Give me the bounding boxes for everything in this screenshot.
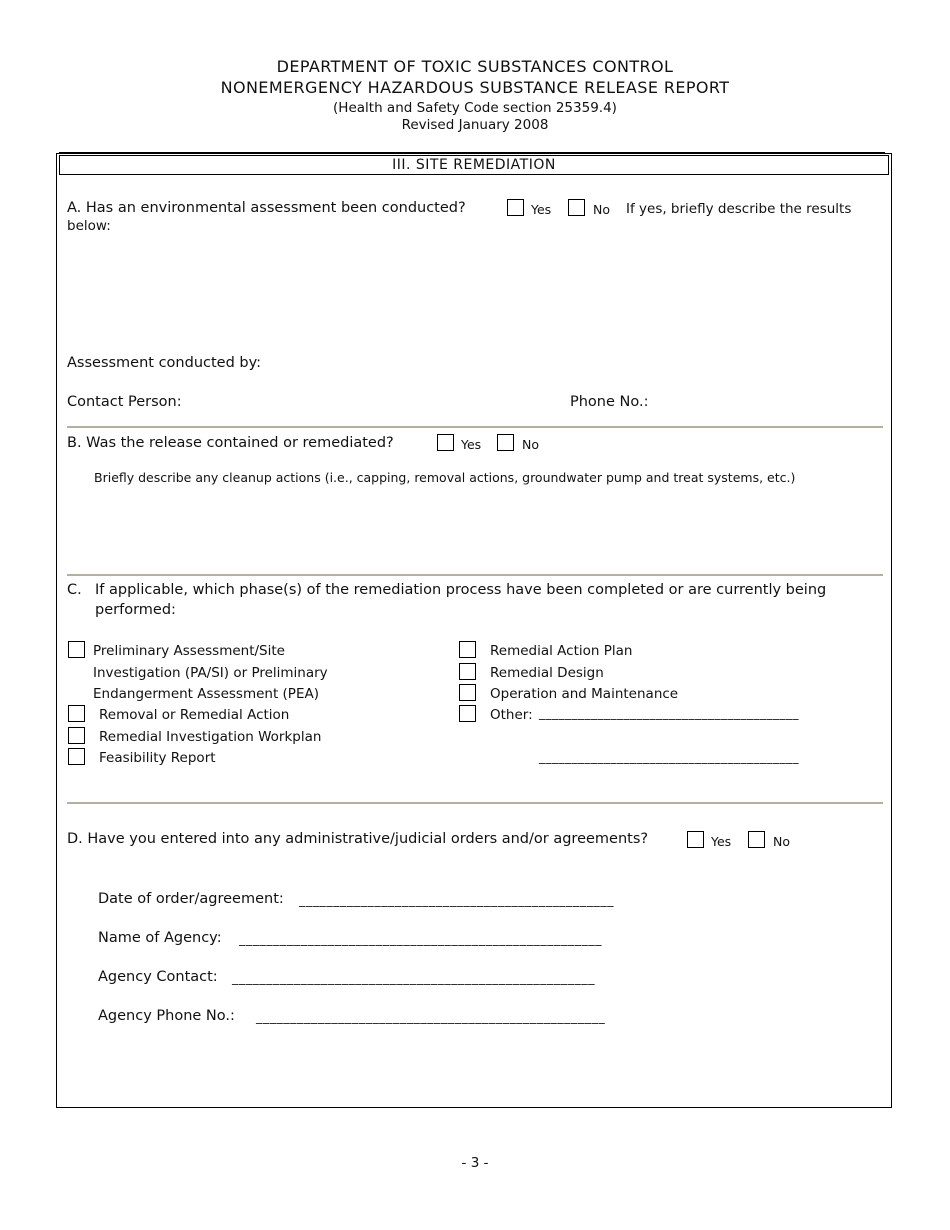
a-no-label: No xyxy=(593,202,610,217)
a-no-checkbox[interactable] xyxy=(568,199,585,216)
other-checkbox[interactable] xyxy=(459,705,476,722)
question-b: B. Was the release contained or remediated? xyxy=(67,435,394,451)
page-number: - 3 - xyxy=(461,1155,489,1171)
a-followup: If yes, briefly describe the results xyxy=(626,201,852,217)
code-reference: (Health and Safety Code section 25359.4) xyxy=(333,100,617,116)
agency-contact-label: Agency Contact: xyxy=(98,969,218,985)
other-line-2[interactable]: ________________________________________ xyxy=(539,750,799,764)
a-yes-checkbox[interactable] xyxy=(507,199,524,216)
pa-si-label-3: Endangerment Assessment (PEA) xyxy=(93,686,319,702)
section-title: III. SITE REMEDIATION xyxy=(59,155,889,175)
agency-name-line[interactable]: _____________________________________________________ xyxy=(239,931,603,946)
agency-phone-line[interactable]: ___________________________________________________ xyxy=(256,1009,606,1024)
divider-c-d xyxy=(67,802,883,804)
pa-si-label-2: Investigation (PA/SI) or Preliminary xyxy=(93,665,328,681)
design-label: Remedial Design xyxy=(490,665,604,681)
removal-checkbox[interactable] xyxy=(68,705,85,722)
workplan-label: Remedial Investigation Workplan xyxy=(99,729,322,745)
b-yes-checkbox[interactable] xyxy=(437,434,454,451)
question-c-line2: performed: xyxy=(95,602,176,618)
other-label: Other: xyxy=(490,707,533,723)
agency-contact-line[interactable]: _____________________________________________________ xyxy=(232,970,596,985)
b-no-checkbox[interactable] xyxy=(497,434,514,451)
d-no-checkbox[interactable] xyxy=(748,831,765,848)
d-no-label: No xyxy=(773,834,790,849)
workplan-checkbox[interactable] xyxy=(68,727,85,744)
other-line-1[interactable]: ________________________________________ xyxy=(539,706,799,720)
d-yes-checkbox[interactable] xyxy=(687,831,704,848)
om-checkbox[interactable] xyxy=(459,684,476,701)
feasibility-label: Feasibility Report xyxy=(99,750,216,766)
a-followup-below: below: xyxy=(67,218,111,234)
department-title: DEPARTMENT OF TOXIC SUBSTANCES CONTROL xyxy=(276,57,674,76)
order-date-line[interactable]: ______________________________________________ xyxy=(299,892,615,907)
question-d: D. Have you entered into any administrative/judicial orders and/or agreements? xyxy=(67,831,649,847)
a-yes-label: Yes xyxy=(531,202,552,217)
form-frame xyxy=(56,153,892,1108)
assessment-by-label: Assessment conducted by: xyxy=(67,355,262,371)
b-yes-label: Yes xyxy=(461,437,482,452)
question-c-line1: If applicable, which phase(s) of the remediation process have been completed or are currently being xyxy=(95,582,827,598)
rap-checkbox[interactable] xyxy=(459,641,476,658)
contact-person-label: Contact Person: xyxy=(67,394,182,410)
question-c-letter: C. xyxy=(67,582,82,598)
rap-label: Remedial Action Plan xyxy=(490,643,633,659)
design-checkbox[interactable] xyxy=(459,663,476,680)
agency-name-label: Name of Agency: xyxy=(98,930,222,946)
pa-si-label-1: Preliminary Assessment/Site xyxy=(93,643,285,659)
divider-a-b xyxy=(67,426,883,428)
b-no-label: No xyxy=(522,437,539,452)
question-a: A. Has an environmental assessment been conducted? xyxy=(67,200,466,216)
d-yes-label: Yes xyxy=(711,834,732,849)
b-describe: Briefly describe any cleanup actions (i.e., capping, removal actions, groundwater pump and treat systems, etc.) xyxy=(94,470,796,485)
phone-label: Phone No.: xyxy=(570,394,649,410)
pa-si-checkbox[interactable] xyxy=(68,641,85,658)
report-title: NONEMERGENCY HAZARDOUS SUBSTANCE RELEASE REPORT xyxy=(220,78,730,97)
om-label: Operation and Maintenance xyxy=(490,686,679,702)
agency-phone-label: Agency Phone No.: xyxy=(98,1008,235,1024)
top-rule xyxy=(59,152,885,153)
order-date-label: Date of order/agreement: xyxy=(98,891,284,907)
revision-date: Revised January 2008 xyxy=(401,117,549,133)
divider-b-c xyxy=(67,574,883,576)
feasibility-checkbox[interactable] xyxy=(68,748,85,765)
removal-label: Removal or Remedial Action xyxy=(99,707,290,723)
